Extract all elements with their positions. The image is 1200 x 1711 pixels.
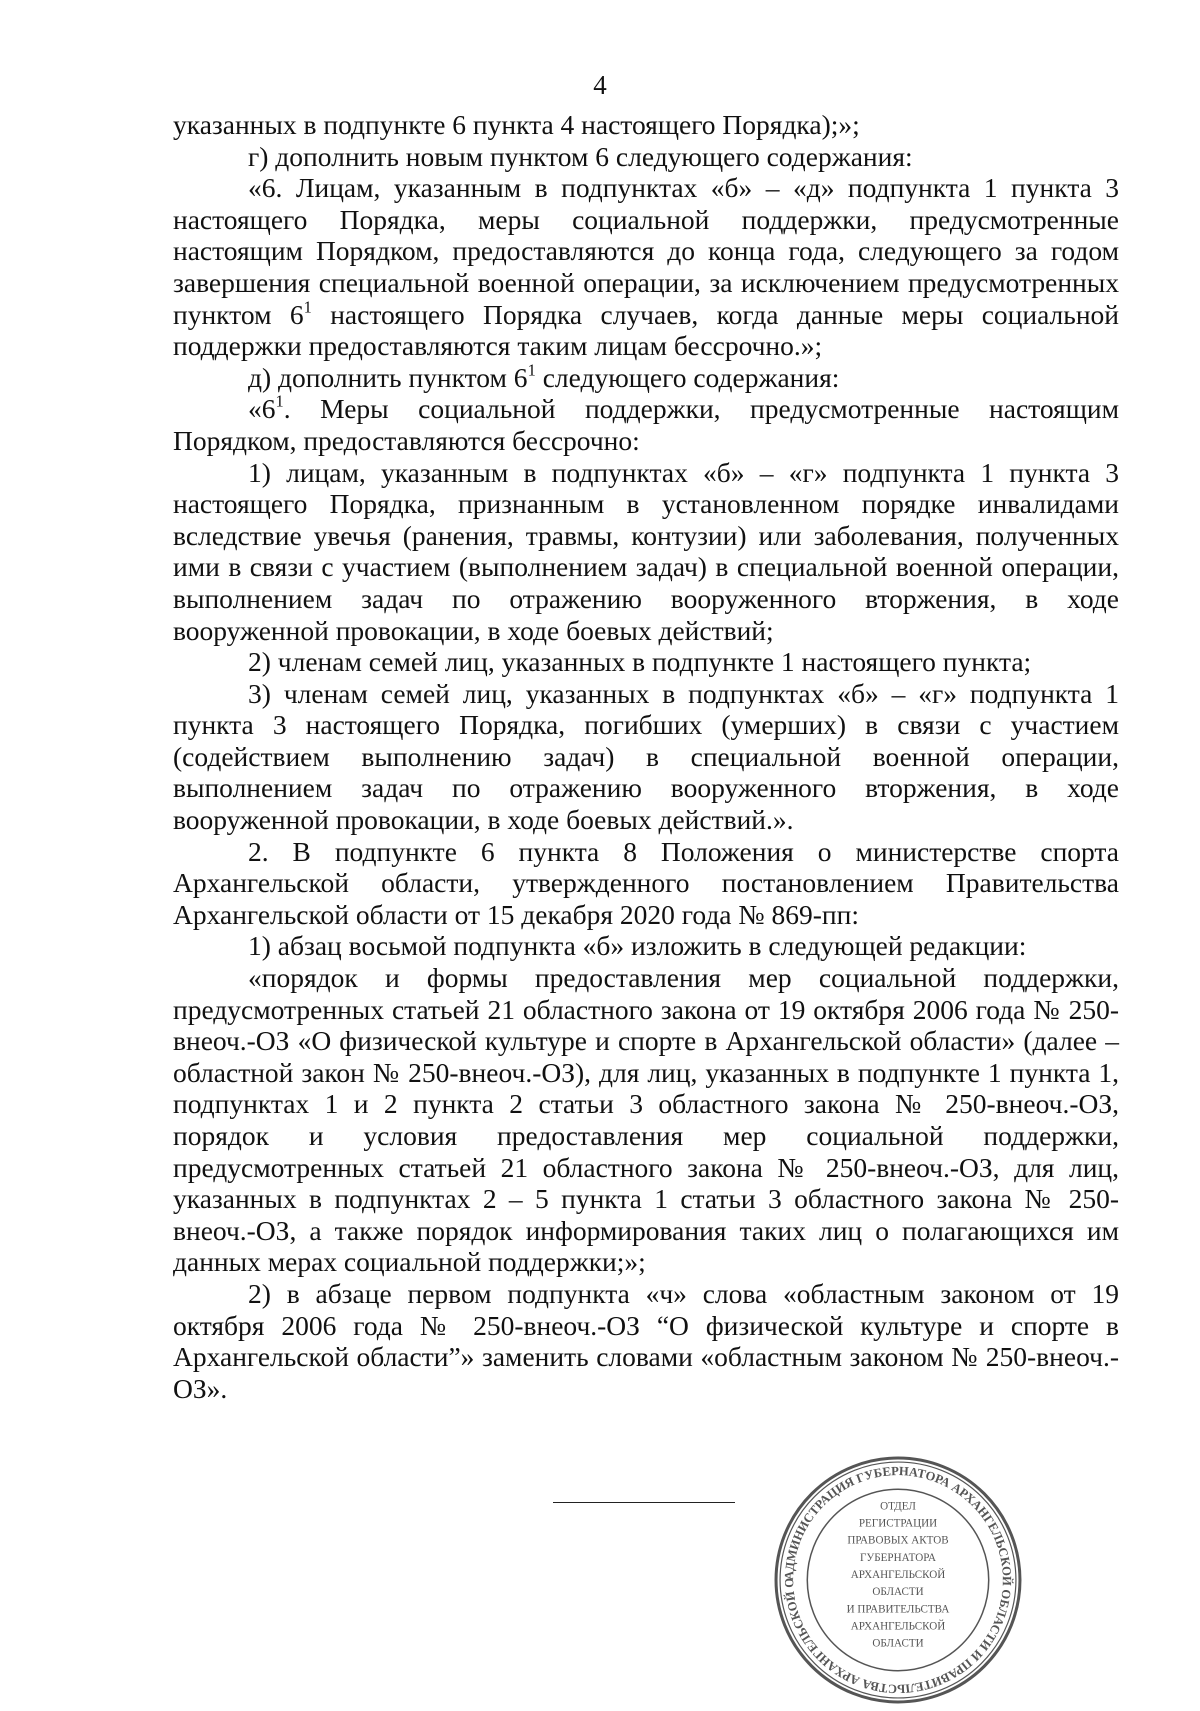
stamp-line: ОБЛАСТИ bbox=[872, 1586, 924, 1599]
stamp-line: АРХАНГЕЛЬСКОЙ bbox=[850, 1620, 946, 1633]
stamp-outer-text: АДМИНИСТРАЦИЯ ГУБЕРНАТОРА АРХАНГЕЛЬСКОЙ ОБЛАСТИ И ПРАВИТЕЛЬСТВА АРХАНГЕЛЬСКОЙ О bbox=[782, 1464, 1014, 1696]
paragraph: 2) в абзаце первом подпункта «ч» слова «областным законом от 19 октября 2006 года № 250-внеоч.-ОЗ “О физической культуре и спорте в Архангельской области”» заменить словами «областным законом № 250-внеоч.-ОЗ». bbox=[173, 1277, 1119, 1404]
stamp-line: РЕГИСТРАЦИИ bbox=[858, 1517, 938, 1530]
paragraph: «порядок и формы предоставления мер социальной поддержки, предусмотренных статьей 21 областного закона от 19 октября 2006 года № 250-внеоч.-ОЗ «О физической культуре и спорте в Архангельской области» (далее – областной закон № 250-внеоч.-ОЗ), для лиц, указанных в подпункте 1 пункта 1, подпунктах 1 и 2 пункта 2 статьи 3 областного закона № 250-внеоч.-ОЗ, порядок и условия предоставления мер социальной поддержки, предусмотренных статьей 21 областного закона № 250-внеоч.-ОЗ, для лиц, указанных в подпунктах 2 – 5 пункта 1 статьи 3 областного закона № 250-внеоч.-ОЗ, а также порядок информирования таких лиц о полагающихся им данных мерах социальной поддержки;»; bbox=[173, 962, 1119, 1278]
superscript: 1 bbox=[275, 391, 284, 411]
paragraph-text: 6 bbox=[289, 298, 304, 330]
paragraph-text: «6. Лицам, указанным в подпунктах «б» – «д» подпункта 1 пункта 3 настоящего Порядка, меры социальной поддержки, предусмотренные настоящим Порядком, предоставляются до конца года, следующего за годом завершения специальной военной операции, за исключением предусмотренных пунктом bbox=[173, 172, 1119, 330]
paragraph-text: следующего содержания: bbox=[542, 361, 840, 393]
paragraph: 3) членам семей лиц, указанных в подпунктах «б» – «г» подпункта 1 пункта 3 настоящего Порядка, погибших (умерших) в связи с участием (содействием выполнению задач) в специальной военной операции, выполнением задач по отражению вооруженного вторжения, в ходе вооруженной провокации, в ходе боевых действий.». bbox=[173, 677, 1119, 836]
paragraph-text: д) дополнить пунктом 6 bbox=[248, 361, 528, 393]
paragraph-text: настоящего Порядка случаев, когда данные меры социальной поддержки предоставляются таким лицам бессрочно.»; bbox=[173, 298, 1120, 362]
official-stamp bbox=[772, 1454, 1024, 1706]
paragraph-text: «6 bbox=[248, 393, 276, 425]
stamp-line: АРХАНГЕЛЬСКОЙ bbox=[850, 1568, 946, 1581]
paragraph bbox=[173, 172, 1119, 362]
stamp-line: И ПРАВИТЕЛЬСТВА bbox=[846, 1603, 950, 1616]
page-number: 4 bbox=[593, 70, 607, 100]
stamp-line: ОТДЕЛ bbox=[880, 1500, 916, 1513]
paragraph bbox=[173, 362, 1119, 394]
paragraph: указанных в подпункте 6 пункта 4 настоящего Порядка);»; bbox=[173, 109, 860, 140]
paragraph-text: . Меры социальной поддержки, предусмотренные настоящим Порядком, предоставляются бессрочно: bbox=[173, 393, 1119, 456]
paragraph: 1) абзац восьмой подпункта «б» изложить в следующей редакции: bbox=[248, 930, 1027, 962]
stamp-line: ОБЛАСТИ bbox=[872, 1637, 924, 1650]
paragraph: г) дополнить новым пунктом 6 следующего содержания: bbox=[248, 140, 913, 172]
paragraph: 1) лицам, указанным в подпунктах «б» – «г» подпункта 1 пункта 3 настоящего Порядка, признанным в установленном порядке инвалидами вследствие увечья (ранения, травмы, контузии) или заболевания, полученных ими в связи с участием (выполнением задач) в специальной военной операции, выполнением задач по отражению вооруженного вторжения, в ходе вооруженной провокации, в ходе боевых действий; bbox=[173, 456, 1119, 646]
paragraph bbox=[173, 393, 1119, 456]
document-body bbox=[173, 109, 1119, 1404]
superscript: 1 bbox=[303, 297, 312, 317]
signature-line bbox=[553, 1502, 735, 1503]
superscript: 1 bbox=[527, 360, 536, 380]
stamp-line: ГУБЕРНАТОРА bbox=[860, 1551, 936, 1564]
stamp-line: ПРАВОВЫХ АКТОВ bbox=[847, 1534, 949, 1547]
paragraph: 2. В подпункте 6 пункта 8 Положения о министерстве спорта Архангельской области, утвержденного постановлением Правительства Архангельской области от 15 декабря 2020 года № 869-пп: bbox=[173, 835, 1119, 930]
paragraph: 2) членам семей лиц, указанных в подпункте 1 настоящего пункта; bbox=[248, 646, 1032, 678]
